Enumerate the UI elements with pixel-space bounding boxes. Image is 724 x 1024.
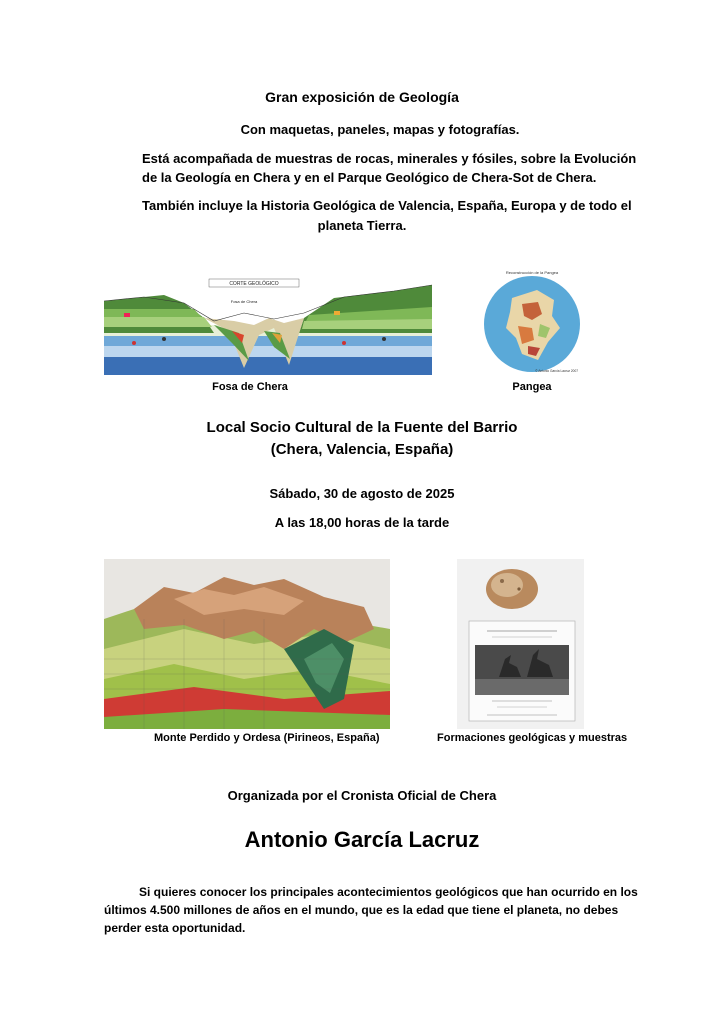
pangea-image — [482, 268, 582, 374]
venue-line-2: (Chera, Valencia, España) — [270, 441, 454, 458]
formaciones-image — [457, 559, 584, 729]
intro-line-2: de la Geología en Chera y en el Parque Geológico de Chera-Sot de Chera. — [142, 170, 597, 185]
monte-perdido-image — [104, 559, 390, 729]
author-name: Antonio García Lacruz — [244, 827, 480, 852]
organizer: Organizada por el Cronista Oficial de Chera — [227, 788, 497, 803]
formaciones-caption: Formaciones geológicas y muestras — [437, 732, 628, 744]
fosa-caption: Fosa de Chera — [212, 381, 288, 393]
pangea-map-title: Reconstrucción de la Pangea — [505, 270, 559, 275]
history-line-1: También incluye la Historia Geológica de Valencia, España, Europa y de todo el — [142, 198, 632, 213]
subtitle: Con maquetas, paneles, mapas y fotografías. — [240, 122, 520, 137]
cross-section-label: Fosa de Chera — [230, 299, 258, 304]
fosa-de-chera-image — [104, 273, 432, 375]
event-date: Sábado, 30 de agosto de 2025 — [269, 486, 455, 501]
venue-line-1: Local Socio Cultural de la Fuente del Barrio — [206, 419, 518, 436]
pangea-caption: Pangea — [512, 381, 552, 393]
intro-line-1: Está acompañada de muestras de rocas, minerales y fósiles, sobre la Evolución — [142, 151, 637, 166]
closing-line-1: Si quieres conocer los principales acontecimientos geológicos que han ocurrido en los — [139, 885, 638, 899]
history-line-2: planeta Tierra. — [317, 218, 407, 233]
page-title: Gran exposición de Geología — [265, 89, 459, 105]
monte-caption: Monte Perdido y Ordesa (Pirineos, España) — [154, 732, 380, 744]
cross-section-title: CORTE GEOLÓGICO — [229, 281, 279, 287]
event-time: A las 18,00 horas de la tarde — [274, 515, 450, 530]
closing-line-2: últimos 4.500 millones de años en el mundo, que es la edad que tiene el planeta, no debes — [104, 903, 619, 917]
pangea-credit: © Antonio García Lacruz 2007 — [535, 369, 578, 373]
closing-line-3: perder esta oportunidad. — [104, 921, 246, 935]
